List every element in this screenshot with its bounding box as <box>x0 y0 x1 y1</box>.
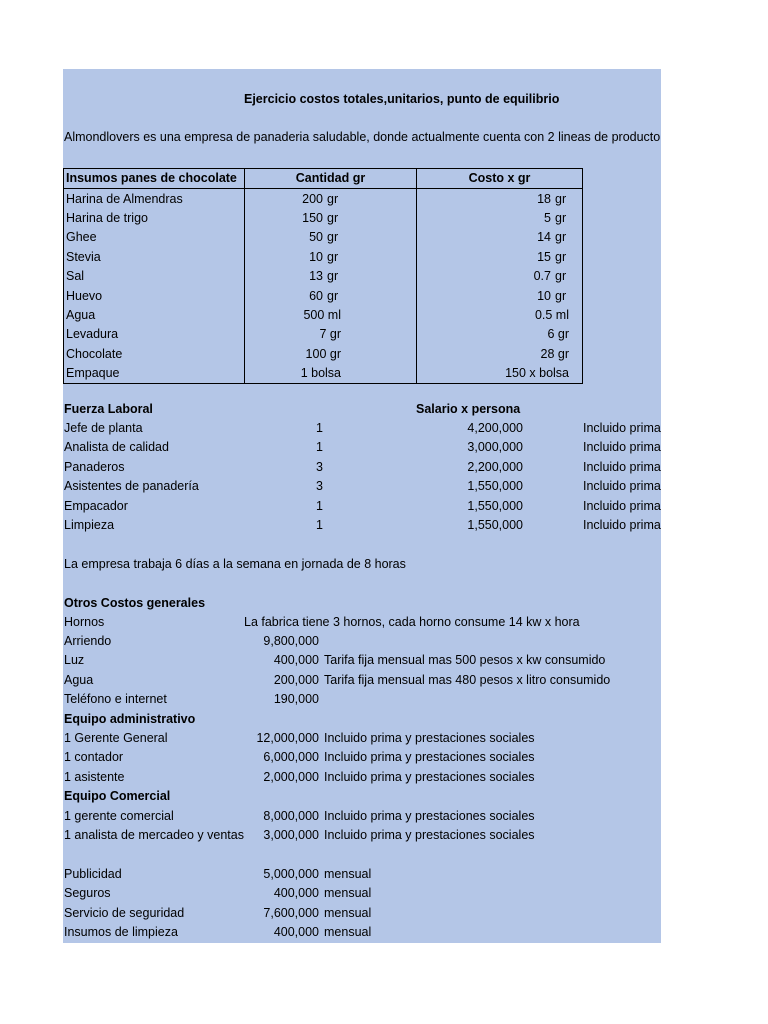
cost-value: 3,000,000 <box>263 828 319 842</box>
labor-note: Incluido prima <box>583 459 661 474</box>
schedule-text: La empresa trabaja 6 días a la semana en jornada de 8 horas <box>64 557 406 571</box>
ingredient-qty-unit: gr <box>327 288 339 303</box>
labor-role: Empacador <box>64 498 128 513</box>
ingredient-row <box>64 228 583 247</box>
labor-note: Incluido prima <box>583 518 661 532</box>
cost-label: Servicio de seguridad <box>64 905 185 920</box>
ingredient-cost: 10 <box>537 288 551 303</box>
labor-salary: 2,200,000 <box>467 459 523 474</box>
labor-role: Asistentes de panadería <box>64 479 199 494</box>
labor-count: 3 <box>316 479 323 494</box>
cost-note: Incluido prima y prestaciones sociales <box>324 808 535 823</box>
cost-label: 1 contador <box>64 750 124 765</box>
ingredient-qty: 1 bolsa <box>300 366 341 381</box>
ingredient-row <box>64 189 583 209</box>
labor-salary: 3,000,000 <box>467 440 523 455</box>
cost-value: 8,000,000 <box>263 808 319 823</box>
salary-header: Salario x persona <box>416 402 521 416</box>
ingredient-qty-unit: gr <box>327 191 339 206</box>
ingredient-cost-cell <box>417 228 583 247</box>
ingredient-cost-unit: gr <box>555 269 567 284</box>
ingredient-qty: 150 <box>302 210 323 225</box>
cost-label: Agua <box>64 672 94 687</box>
ingredient-cost: 15 <box>537 249 551 264</box>
hornos-note: La fabrica tiene 3 hornos, cada horno consume 14 kw x hora <box>244 615 580 629</box>
ingredient-cost-cell <box>417 267 583 286</box>
ingredient-name: Harina de Almendras <box>64 189 245 209</box>
ingredient-cost-cell <box>417 364 583 384</box>
ingredient-cost: 5 <box>544 210 551 225</box>
labor-count: 1 <box>316 440 323 455</box>
ingredient-cost-cell <box>417 325 583 344</box>
cost-value: 400,000 <box>273 653 319 668</box>
ingredient-qty-cell <box>245 228 417 247</box>
cost-label: Seguros <box>64 886 111 901</box>
ingredient-qty-cell <box>245 325 417 344</box>
ingredients-table <box>63 168 583 384</box>
ingredient-qty-cell <box>245 267 417 286</box>
labor-header: Fuerza Laboral <box>64 402 153 416</box>
ingredient-qty-unit: gr <box>327 269 339 284</box>
ingredient-cost-cell <box>417 189 583 209</box>
cost-value: 400,000 <box>273 925 319 939</box>
ingredient-cost-unit: gr <box>555 191 567 206</box>
spreadsheet-sheet <box>63 69 661 943</box>
ingredients-header-row <box>64 169 583 189</box>
cost-value: 7,600,000 <box>263 905 319 920</box>
cost-label: 1 asistente <box>64 769 125 784</box>
ingredient-qty: 500 ml <box>303 307 341 322</box>
ingredient-qty-unit: gr <box>327 210 339 225</box>
ingredient-name: Stevia <box>64 248 245 267</box>
labor-count: 3 <box>316 459 323 474</box>
cost-value: 9,800,000 <box>263 634 319 648</box>
ingredient-cost-cell <box>417 345 583 364</box>
ingredient-qty-cell <box>245 364 417 384</box>
ingredient-cost-cell <box>417 248 583 267</box>
ingredient-row <box>64 345 583 364</box>
cost-note: mensual <box>324 925 372 939</box>
cost-value: 12,000,000 <box>256 731 319 745</box>
cost-label: Insumos de limpieza <box>64 925 178 939</box>
labor-role: Panaderos <box>64 459 125 474</box>
labor-count: 1 <box>316 518 323 532</box>
ingredient-cost-unit: gr <box>555 249 567 264</box>
cost-note: Incluido prima y prestaciones sociales <box>324 731 535 745</box>
ingredient-cost-unit: gr <box>555 230 567 245</box>
ingredient-name: Harina de trigo <box>64 209 245 228</box>
ingredient-cost-unit: gr <box>555 288 567 303</box>
labor-salary: 1,550,000 <box>467 479 523 494</box>
cost-note: Incluido prima y prestaciones sociales <box>324 828 535 842</box>
labor-note: Incluido prima <box>583 479 661 494</box>
header-costo: Costo x gr <box>417 169 583 189</box>
ingredient-name: Ghee <box>64 228 245 247</box>
ingredient-name: Chocolate <box>64 345 245 364</box>
ingredient-name: Sal <box>64 267 245 286</box>
cost-value: 400,000 <box>273 886 319 901</box>
cost-note: mensual <box>324 905 372 920</box>
ingredient-cost: 28 gr <box>540 346 569 361</box>
labor-role: Analista de calidad <box>64 440 169 455</box>
ingredient-row <box>64 286 583 305</box>
cost-value: 190,000 <box>273 692 319 707</box>
ingredient-qty: 7 gr <box>319 327 341 342</box>
labor-note: Incluido prima <box>583 440 661 455</box>
labor-salary: 1,550,000 <box>467 498 523 513</box>
ingredient-qty: 60 <box>309 288 323 303</box>
cost-note: Incluido prima y prestaciones sociales <box>324 750 535 765</box>
ingredient-qty: 10 <box>309 249 323 264</box>
ingredient-row <box>64 306 583 325</box>
labor-role: Jefe de planta <box>64 421 143 435</box>
ingredient-row <box>64 209 583 228</box>
labor-count: 1 <box>316 498 323 513</box>
ingredient-qty-cell <box>245 306 417 325</box>
labor-note: Incluido prima <box>583 498 661 513</box>
ingredient-row <box>64 364 583 384</box>
ingredient-qty-cell <box>245 209 417 228</box>
commercial-header: Equipo Comercial <box>64 789 171 804</box>
ingredient-cost: 0.7 <box>533 269 551 284</box>
labor-salary: 4,200,000 <box>467 421 523 435</box>
ingredient-cost-unit: gr <box>555 210 567 225</box>
ingredient-cost-cell <box>417 306 583 325</box>
cost-label: 1 Gerente General <box>64 731 168 745</box>
ingredient-row <box>64 267 583 286</box>
cost-note: Incluido prima y prestaciones sociales <box>324 769 535 784</box>
ingredient-qty: 200 <box>302 191 323 206</box>
cost-note: Tarifa fija mensual mas 480 pesos x litro consumido <box>324 672 611 687</box>
cost-note: mensual <box>324 886 372 901</box>
cost-value: 2,000,000 <box>263 769 319 784</box>
cost-label: Publicidad <box>64 866 122 881</box>
ingredient-name: Huevo <box>64 286 245 305</box>
ingredient-qty-unit: gr <box>327 249 339 264</box>
cost-value: 200,000 <box>273 672 319 687</box>
ingredient-cost-cell <box>417 209 583 228</box>
ingredient-qty: 100 gr <box>305 346 341 361</box>
cost-label: Arriendo <box>64 634 112 648</box>
ingredient-qty-unit: gr <box>327 230 339 245</box>
other-costs-header: Otros Costos generales <box>64 596 206 610</box>
ingredient-qty: 50 <box>309 230 323 245</box>
cost-note: Tarifa fija mensual mas 500 pesos x kw consumido <box>324 653 606 668</box>
labor-salary: 1,550,000 <box>467 518 523 532</box>
ingredient-name: Empaque <box>64 364 245 384</box>
cost-value: 6,000,000 <box>263 750 319 765</box>
admin-header: Equipo administrativo <box>64 711 196 726</box>
hornos-label: Hornos <box>64 615 105 629</box>
ingredient-cost: 150 x bolsa <box>505 366 569 381</box>
cost-label: Teléfono e internet <box>64 692 167 707</box>
ingredient-qty-cell <box>245 248 417 267</box>
ingredient-cost-cell <box>417 286 583 305</box>
ingredient-cost: 0.5 ml <box>534 307 569 322</box>
sheet-title: Ejercicio costos totales,unitarios, punto de equilibrio <box>244 92 560 106</box>
labor-role: Limpieza <box>64 518 115 532</box>
ingredient-name: Levadura <box>64 325 245 344</box>
ingredient-cost: 6 gr <box>547 327 569 342</box>
ingredient-qty-cell <box>245 189 417 209</box>
ingredient-qty-cell <box>245 345 417 364</box>
cost-value: 5,000,000 <box>263 866 319 881</box>
ingredient-row <box>64 248 583 267</box>
labor-count: 1 <box>316 421 323 435</box>
labor-note: Incluido prima <box>583 421 661 435</box>
cost-label: 1 analista de mercadeo y ventas <box>64 828 244 842</box>
ingredient-cost: 18 <box>537 191 551 206</box>
ingredient-name: Agua <box>64 306 245 325</box>
header-cantidad: Cantidad gr <box>245 169 417 189</box>
ingredient-qty: 13 <box>309 269 323 284</box>
header-insumos: Insumos panes de chocolate <box>64 169 245 189</box>
intro-text: Almondlovers es una empresa de panaderia saludable, donde actualmente cuenta con 2 lineas de producto <box>64 130 661 144</box>
cost-label: 1 gerente comercial <box>64 808 174 823</box>
cost-label: Luz <box>64 653 85 668</box>
ingredient-row <box>64 325 583 344</box>
ingredient-cost: 14 <box>537 230 551 245</box>
cost-note: mensual <box>324 866 372 881</box>
ingredient-qty-cell <box>245 286 417 305</box>
